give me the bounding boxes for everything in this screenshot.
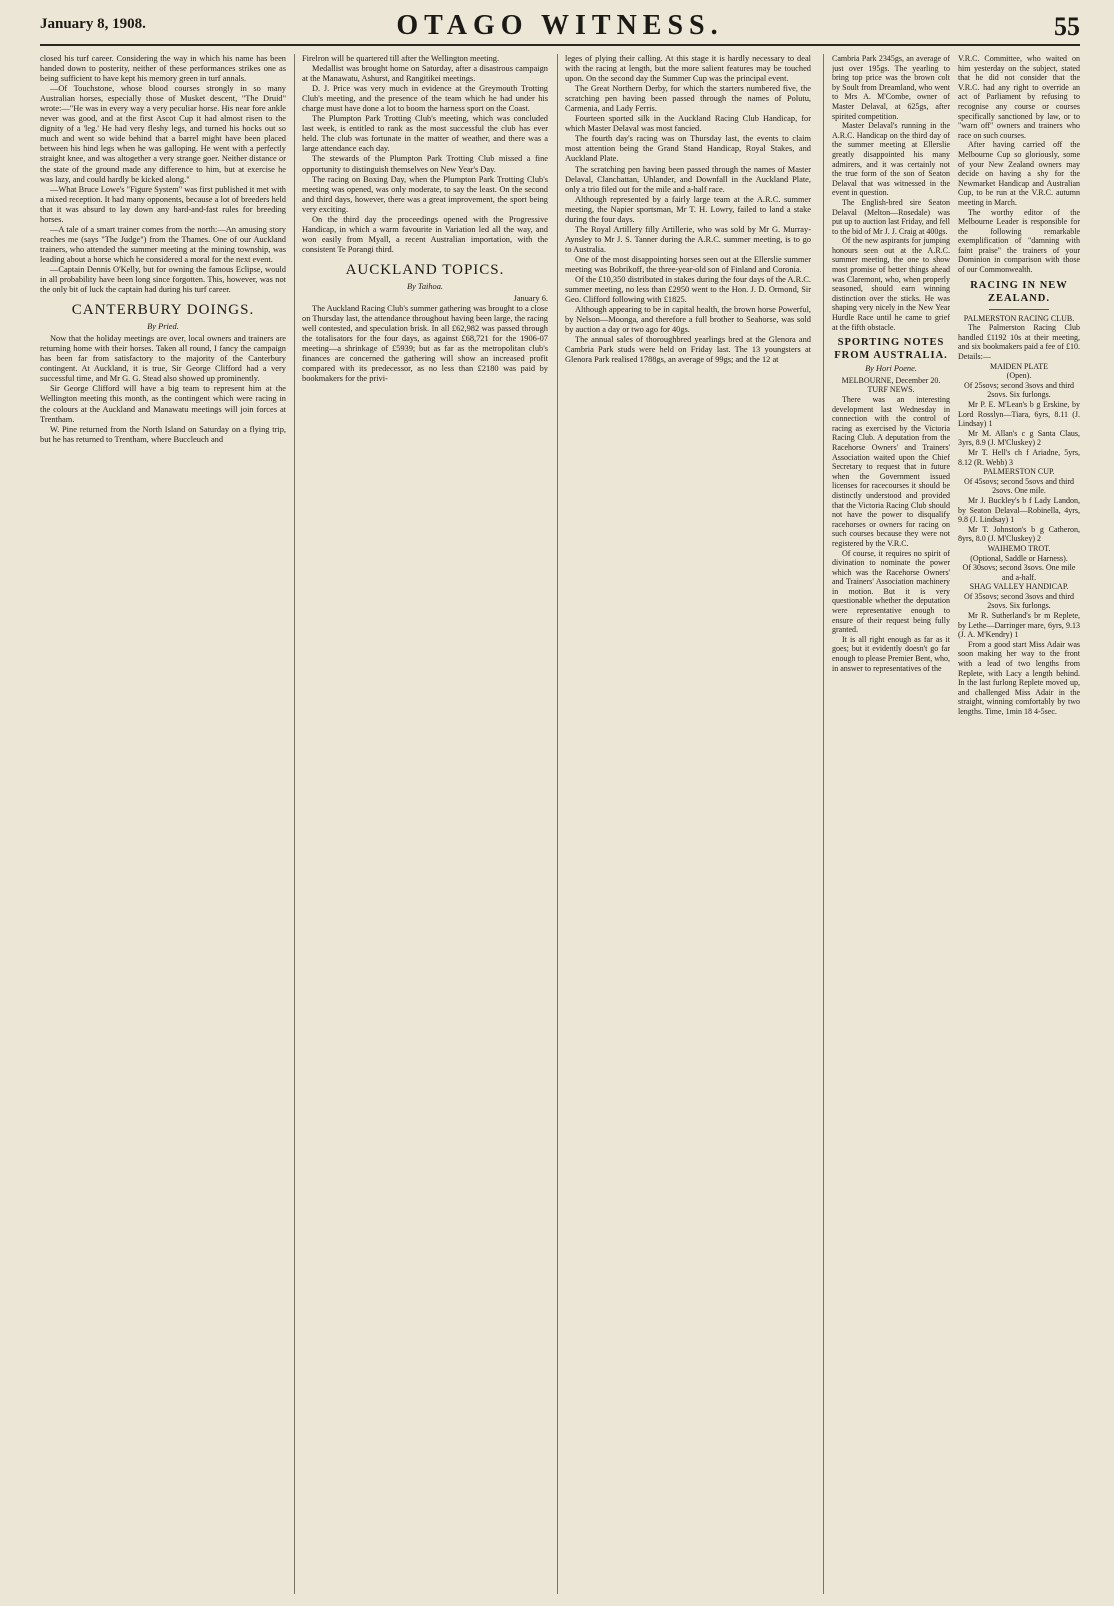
paragraph: One of the most disappointing horses seen out at the Ellerslie summer meeting was Bobrikoff, the three-year-old son of Finland and Coronia. (565, 254, 811, 274)
page-number: 55 (1054, 12, 1080, 41)
paragraph: Firelron will be quartered till after the Wellington meeting. (302, 54, 500, 63)
column-4b (958, 54, 1080, 1594)
paragraph: Although represented by a fairly large team at the A.R.C. summer meeting, the Napier sportsman, Mr T. H. Lowry, failed to land a stake during the four days. (565, 194, 811, 224)
race-sub: (Optional, Saddle or Harness). (970, 553, 1068, 563)
result-line: Mr T. Hell's ch f Ariadne, 5yrs, 8.12 (R. Webb) 3 (958, 447, 1080, 467)
section-heading-racing-nz: RACING IN NEW ZEALAND. (970, 279, 1068, 304)
club-heading: PALMERSTON RACING CLUB. (963, 313, 1075, 323)
race-name: WAIHEMO TROT. (987, 543, 1051, 553)
result-line: Mr J. Buckley's b f Lady Landon, by Seaton Delaval—Robinella, 4yrs, 9.8 (J. Lindsay) 1 (958, 495, 1080, 525)
paragraph: The Plumpton Park Trotting Club's meeting, which was concluded last week, is entitled to rank as the most successful the club has ever held. The club was fortunate in the matter of weather, and there was a large attendance each day. (302, 114, 548, 154)
paragraph: The Great Northern Derby, for which the starters numbered five, the scratching pen having been passed through the names of Polutu, Carmenia, and Lady Ferris. (565, 84, 811, 114)
paragraph: Fourteen sported silk in the Auckland Racing Club Handicap, for which Master Delaval was most fancied. (565, 114, 811, 134)
paragraph: Of course, it requires no spirit of divination to nominate the power which was the Racehorse Owners' and Trainers' Association machinery in motion. But it is very questionable whether the deputation were representative enough to ensure of their request being fully granted. (832, 548, 950, 635)
paragraph: —Captain Dennis O'Kelly, but for owning the famous Eclipse, would in all probability have been long since forgotten. This, however, was not the only bit of luck the captain had during his turf career. (40, 264, 286, 295)
paragraph: The racing on Boxing Day, when the Plumpton Park Trotting Club's meeting was opened, was only moderate, to say the least. On the second and third days, however, there was a great improvement, the sport being very exciting. (302, 174, 548, 214)
paragraph: The Royal Artillery filly Artillerie, who was sold by Mr G. Murray-Aynsley to Mr J. S. Tanner during the A.R.C. summer meeting, is to go to Australia. (565, 224, 811, 254)
paragraph: Of the new aspirants for jumping honours seen out at the A.R.C. summer meeting, the one to show most promise of better things ahead was Claremont, who, when properly seasoned, should earn winning distinction over the sticks. He was shaping very nicely in the New Year Hurdle Race until he came to grief at the fifth obstacle. (832, 236, 950, 332)
paragraph: Master Delaval's running in the A.R.C. Handicap on the third day of the summer meeting at Ellerslie greatly disappointed his many admirers, and it was certainly not the true form of the son of Seaton Delaval that was witnessed in the event in question. (832, 121, 950, 198)
race-name: MAIDEN PLATE (990, 361, 1048, 371)
paragraph: Medallist was brought home on Saturday, after a disastrous campaign at the Manawatu, Ashurst, and Rangitikei meetings. (302, 64, 548, 84)
newspaper-title: OTAGO WITNESS. (396, 10, 724, 41)
paragraph: The stewards of the Plumpton Park Trotting Club missed a fine opportunity to distinguish themselves on New Year's Day. (302, 154, 548, 174)
paragraph: The English-bred sire Seaton Delaval (Melton—Rosedale) was put up to auction last Friday, and fell to the bid of Mr J. J. Craig at 400gs. (832, 197, 950, 236)
column-rule (823, 54, 824, 1594)
paragraph: The Palmerston Racing Club handled £1192 10s at their meeting, and six bookmakers paid a fee of £10. Details:— (958, 323, 1080, 362)
paragraph: On the third day the proceedings opened with the Progressive Handicap, in which a warm favourite in Variation led all the way, and won easily from Myall, a recent Australian importation, with the consistent Te Porangi third. (302, 214, 548, 254)
race-name: PALMERSTON CUP. (983, 467, 1055, 477)
subheading: TURF NEWS. (867, 385, 915, 395)
paragraph: W. Pine returned from the North Island on Saturday on a flying trip, but he has returned to Trentham, where Buccleuch and (40, 424, 286, 444)
paragraph: The worthy editor of the Melbourne Leader is responsible for the following remarkable exemplification of "damning with faint praise" the trainers of your Dominion in comparison with those of our Commonwealth. (958, 207, 1080, 275)
column-4a (832, 54, 950, 1594)
dateline: January 6. (513, 293, 548, 303)
paragraph: The scratching pen having been passed through the names of Master Delaval, Clanchattan, Uhlander, and Downfall in the Auckland Plate, only a trio filed out for the mile and a-half race. (565, 164, 811, 194)
paragraph: V.R.C. Committee, who waited on him yesterday on the subject, stated that he did not consider that the V.R.C. had any right to override an act of Parliament by refusing to recognise any course or courses specifically sanctioned by law, or to "warn off" owners and trainers who race on such courses. (958, 54, 1080, 140)
paragraph: Although appearing to be in capital health, the brown horse Powerful, by Nelson—Moonga, and therefore a full brother to Seahorse, was sold by auction a day or two ago for 40gs. (565, 305, 811, 335)
paragraph: leges of plying their calling. At this stage it is hardly necessary to deal with the racing at length, but the more salient features may be touched upon. On the second day the Summer Cup was the principal event. (565, 54, 811, 84)
race-terms: Of 45sovs; second 5sovs and third 2sovs. One mile. (964, 476, 1074, 496)
result-line: Mr P. E. M'Lean's b g Erskine, by Lord Rosslyn—Tiara, 6yrs, 8.11 (J. Lindsay) 1 (958, 400, 1080, 429)
paragraph: After having carried off the Melbourne Cup so gloriously, some of your New Zealand owners may decide on having a shy for the Newmarket Handicap and Australian Cup, to be run at the V.R.C. autumn meeting in March. (958, 140, 1080, 207)
byline: By Pried. (147, 322, 179, 332)
dateline: MELBOURNE, December 20. (841, 375, 941, 385)
race-terms: Of 35sovs; second 3sovs and third 2sovs. Six furlongs. (964, 591, 1074, 611)
paragraph: From a good start Miss Adair was soon making her way to the front with a lead of two lengths from Replete, with Lacy a length behind. In the last furlong Replete moved up, and challenged Miss Adair in the straight, winning comfortably by two lengths. Time, 1min 18 4-5sec. (958, 639, 1080, 716)
column-1 (40, 54, 286, 1594)
column-3 (565, 54, 811, 1594)
paragraph: Of the £10,350 distributed in stakes during the four days of the A.R.C. summer meeting, no less than £2950 went to the Hon. J. D. Ormond, Sir Geo. Clifford following with £1825. (565, 275, 811, 305)
paragraph: The fourth day's racing was on Thursday last, the events to claim most attention being the Grand Stand Handicap, Royal Stakes, and Auckland Plate. (565, 134, 811, 164)
paragraph: D. J. Price was very much in evidence at the Greymouth Trotting Club's meeting, and the presence of the team which he had under his charge must have done a lot to boom the harness sport on the Coast. (302, 84, 548, 114)
paragraph: Cambria Park 2345gs, an average of just over 195gs. The yearling to bring top price was the brown colt by Soult from Dreamland, who went to Mrs A. M'Combe, owner of Master Delaval, at 625gs, after spirited competition. (832, 54, 950, 121)
section-heading-canterbury: CANTERBURY DOINGS. (71, 302, 255, 319)
paragraph: The Auckland Racing Club's summer gathering was brought to a close on Thursday last, the attendance throughout having been large, the racing well contested, and speculation brisk. In all £62,982 was passed through the totalisators for the four days, as against £68,721 for the 1906-07 meeting—a shrinkage of £5939; but as far as the metropolitan club's finances are concerned the gathering will show an increased profit compared with its predecessor, as no less than £2180 was paid by bookmakers for the privi- (302, 304, 548, 384)
paragraph: —Of Touchstone, whose blood courses strongly in so many Australian horses, especially those of Musket descent, "The Druid" wrote:—"He was in every way a very peculiar horse. His near fore ankle never was good, and at the first Ascot Cup it had almost risen to the dignity of a 'leg.' He had very fleshy legs, and turned his hocks out so much and went so wide behind that a barrel might have been placed between his hind legs when he was galloping. He went with a perfectly straight knee, and was altogether a very strange goer. Neither distance or the state of the ground made any difference to him, but at exercise he was lazy, and could hardly be kicked along." (40, 84, 286, 184)
paragraph: Now that the holiday meetings are over, local owners and trainers are returning home with their horses. Taken all round, I fancy the campaign has been far from satisfactory to the majority of the Canterbury contingent. At Auckland, it is true, Sir George Clifford had a very successful time, and Mr G. G. Stead also showed up prominently. (40, 334, 286, 384)
section-heading-auckland: AUCKLAND TOPICS. (345, 261, 505, 278)
column-rule (557, 54, 558, 1594)
section-heading-australia: SPORTING NOTES FROM AUSTRALIA. (834, 337, 948, 362)
result-line: Mr R. Sutherland's br m Replete, by Lethe—Darringer mare, 6yrs, 9.13 (J. A. M'Kendry) 1 (958, 611, 1080, 640)
race-name: SHAG VALLEY HANDICAP. (969, 582, 1069, 592)
race-terms: Of 30sovs; second 3sovs. One mile and a-half. (962, 563, 1076, 582)
paragraph: closed his turf career. Considering the way in which his name has been handed down to posterity, neither of these performances strikes one as being sufficient to have kept his memory green in turf annals. (40, 54, 286, 84)
result-line: Mr T. Johnston's b g Catheron, 8yrs, 8.0 (J. M'Cluskey) 2 (958, 524, 1080, 544)
paragraph: There was an interesting development last Wednesday in connection with the control of racing as exercised by the Victoria Racing Club. A deputation from the Racehorse Owners' and Trainers' Association waited upon the Chief Secretary to request that in future when the Government issued licenses for racecourses it should be distinctly understood and provided that the Victoria Racing Club should not have the power to disqualify racehorses or owners for racing on such courses because they were not registered by the V.R.C. (832, 395, 950, 548)
column-rule (294, 54, 295, 1594)
divider (989, 309, 1049, 310)
result-line: Mr M. Allan's c g Santa Claus, 3yrs, 8.9 (J. M'Cluskey) 2 (958, 428, 1080, 448)
paragraph: —What Bruce Lowe's "Figure System" was first published it met with a mixed reception. It had many opponents, because a lot of breeders held that it was absurd to lay down any hard-and-fast rules for breeding horses. (40, 184, 286, 224)
byline: By Taihoa. (407, 281, 443, 291)
paragraph: —A tale of a smart trainer comes from the north:—An amusing story reaches me (says "The Judge") from the Thames. One of our Auckland trainers, who attended the summer meeting at the mining township, was leading about a horse which he considered a moral for the next event. (40, 224, 286, 264)
masthead (40, 10, 1080, 46)
paragraph: It is all right enough as far as it goes; but it evidently doesn't go far enough to please Premier Bent, who, in answer to representatives of the (832, 634, 950, 673)
race-terms: Of 25sovs; second 3sovs and third 2sovs. Six furlongs. (964, 380, 1074, 400)
race-sub: (Open). (1006, 371, 1032, 381)
issue-date: January 8, 1908. (40, 16, 146, 32)
byline: By Hori Poene. (865, 364, 917, 374)
paragraph: Sir George Clifford will have a big team to represent him at the Wellington meeting this month, as the contingent which were racing in the colours at the Auckland and Manawatu meetings will join forces at Trentham. (40, 384, 286, 424)
paragraph: The annual sales of thoroughbred yearlings bred at the Glenora and Cambria Park studs were held on Friday last. The 13 youngsters at Glenora Park realised 1788gs, an average of 99gs; and the 12 at (565, 335, 811, 365)
column-2 (302, 54, 548, 1594)
